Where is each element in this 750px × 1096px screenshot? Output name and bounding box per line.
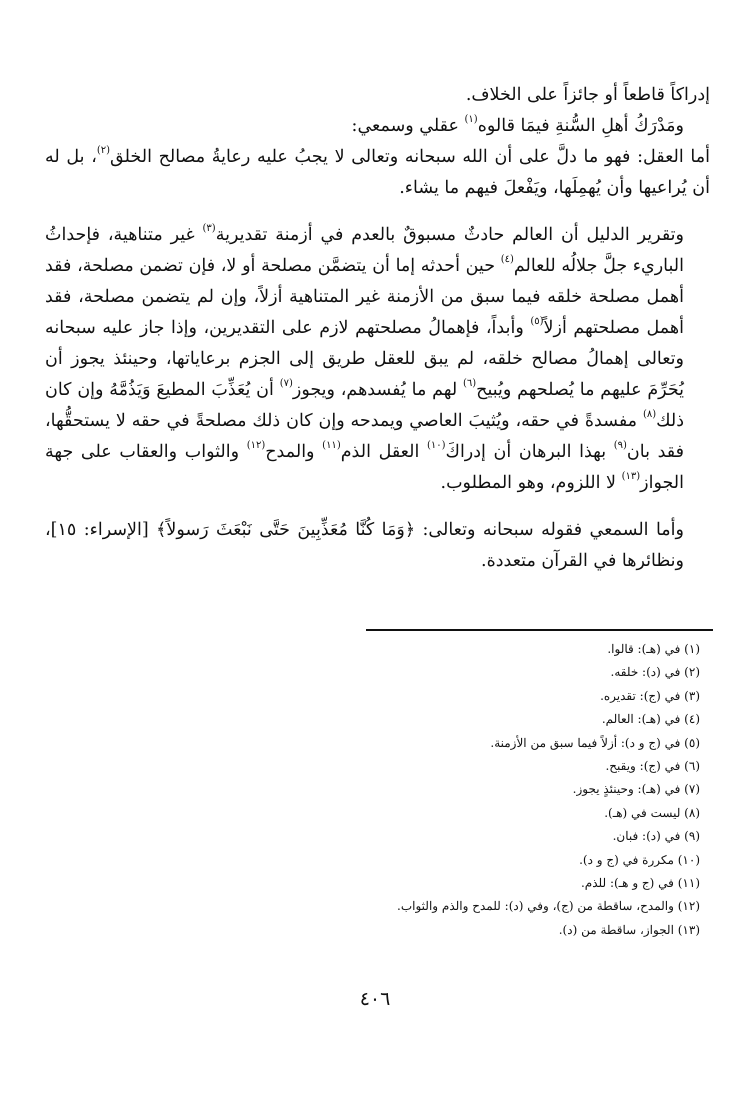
paragraph-4-text: والمدح xyxy=(265,442,323,462)
verse-citation: [الإسراء: ١٥]، ونظائرها في القرآن متعددة. xyxy=(45,520,684,571)
footnote-ref-8: (٨) xyxy=(642,409,657,420)
footnote-item: (١٠) مكررة في (ج و د). xyxy=(579,852,700,867)
paragraph-5 xyxy=(45,515,710,577)
main-text xyxy=(45,80,710,577)
footnote-ref-5: (٥) xyxy=(530,316,544,327)
paragraph-4-text: أن يُعَذِّبَ المطيعَ وَيَذُمَّهُ وإن كان ذلك xyxy=(45,380,684,431)
footnote-ref-3: (٣) xyxy=(202,223,216,234)
footnote-divider xyxy=(366,629,713,631)
paragraph-4-text: وتقرير الدليل أن العالم حادثٌ مسبوقٌ بالعدم في أزمنة تقديرية xyxy=(215,225,684,245)
paragraph-2 xyxy=(45,111,710,142)
footnote-item: (٤) في (هـ): العالم. xyxy=(601,712,700,727)
paragraph-4-text: لهم ما يُفسدهم، ويجوز xyxy=(292,380,463,400)
footnote-ref-1: (١) xyxy=(464,114,478,125)
paragraph-1: إدراكاً قاطعاً أو جائزاً على الخلاف. xyxy=(465,85,710,105)
footnote-ref-13: (١٣) xyxy=(621,471,641,482)
footnote-item: (٥) في (ج و د): أزلاً فيما سبق من الأزمنة. xyxy=(490,735,700,750)
paragraph-3 xyxy=(45,142,710,204)
footnote-item: (٩) في (د): فبان. xyxy=(612,829,700,844)
footnote-item: (٨) ليست في (هـ). xyxy=(604,805,700,820)
paragraph-4-text: وأبداً، فإهمالُ مصلحتهم لازم على التقديرين، وإذا جاز عليه سبحانه وتعالى إهمالُ مصالح خلقه، لم يبق للعقل طريق إلى الجزم برعاياتها، وحينئذ يجوز أن يُحَرِّمَ عليهم ما يُصلحهم ويُبيح xyxy=(45,318,684,400)
footnote-ref-4: (٤) xyxy=(500,254,514,265)
footnote-item: (٣) في (ج): تقديره. xyxy=(600,688,700,703)
footnote-ref-2: (٢) xyxy=(96,145,111,156)
footnote-item: (١) في (هـ): قالوا. xyxy=(607,642,700,656)
footnote-ref-11: (١١) xyxy=(322,440,341,451)
footnote-ref-12: (١٢) xyxy=(246,440,266,451)
footnote-item: (١١) في (ج و هـ): للذم. xyxy=(580,876,700,891)
paragraph-4-text: غير متناهية، فإحداثُ الباريء جلَّ جلالُه للعالم xyxy=(45,225,684,276)
footnote-ref-6: (٦) xyxy=(462,378,477,389)
footnote-item: (٦) في (ج): ويقبح. xyxy=(605,759,700,774)
footnote-ref-7: (٧) xyxy=(279,378,293,389)
paragraph-4 xyxy=(45,220,710,499)
footnote-ref-9: (٩) xyxy=(613,440,627,451)
paragraph-4-text: حين أحدثه إما أن يتضمَّن مصلحة أو لا، فإن تضمن مصلحة، فقد أهمل مصلحة خلقه فيما سبق من الأزمنة غير المتناهية أزلاً، وإن لم يتضمن مصلحة، فقد أهمل مصلحتهم أزلاً xyxy=(45,256,684,338)
paragraph-4-text-end: لا اللزوم، وهو المطلوب. xyxy=(440,473,622,493)
paragraph-4-text: العقل الذم xyxy=(340,442,427,462)
footnote-item: (٧) في (هـ): وحينئذٍ يجوز. xyxy=(572,782,700,797)
quran-verse: وأما السمعي فقوله سبحانه وتعالى: ﴿وَمَا كُنَّا مُعَذِّبِينَ حَتَّى نَبْعَثَ رَسولاً﴾ xyxy=(156,520,684,540)
paragraph-4-text: مفسدةً في حقه، ويُثيبَ العاصي ويمدحه وإن كان ذلك مصلحةً في حقه لا يستحقُّها، فقد بان xyxy=(45,411,684,462)
footnotes-list xyxy=(200,638,700,942)
paragraph-2-text: ومَدْرَكُ أهلِ السُّنةِ فيمَا قالوه xyxy=(477,116,684,136)
paragraph-4-text: بهذا البرهان أن إدراكَ xyxy=(445,442,614,462)
paragraph-4-text: والثواب والعقاب على جهة الجواز xyxy=(45,442,684,493)
paragraph-3-text: أما العقل: فهو ما دلَّ على أن الله سبحانه وتعالى لا يجبُ عليه رعايةُ مصالح الخلق xyxy=(110,147,710,167)
paragraph-3-text-end: ، بل له أن يُراعيها وأن يُهمِلَها، ويَفْعلَ فيهم ما يشاء. xyxy=(45,147,710,198)
footnote-item: (٢) في (د): خلقه. xyxy=(610,665,700,680)
footnote-item: (١٢) والمدح، ساقطة من (ج)، وفي (د): للمدح والذم والثواب. xyxy=(397,899,700,914)
paragraph-2-text-end: عقلي وسمعي: xyxy=(351,116,465,136)
page-number: ٤٠٦ xyxy=(359,988,391,1010)
footnote-item: (١٣) الجواز، ساقطة من (د). xyxy=(558,922,700,937)
footnote-ref-10: (١٠) xyxy=(426,440,446,451)
